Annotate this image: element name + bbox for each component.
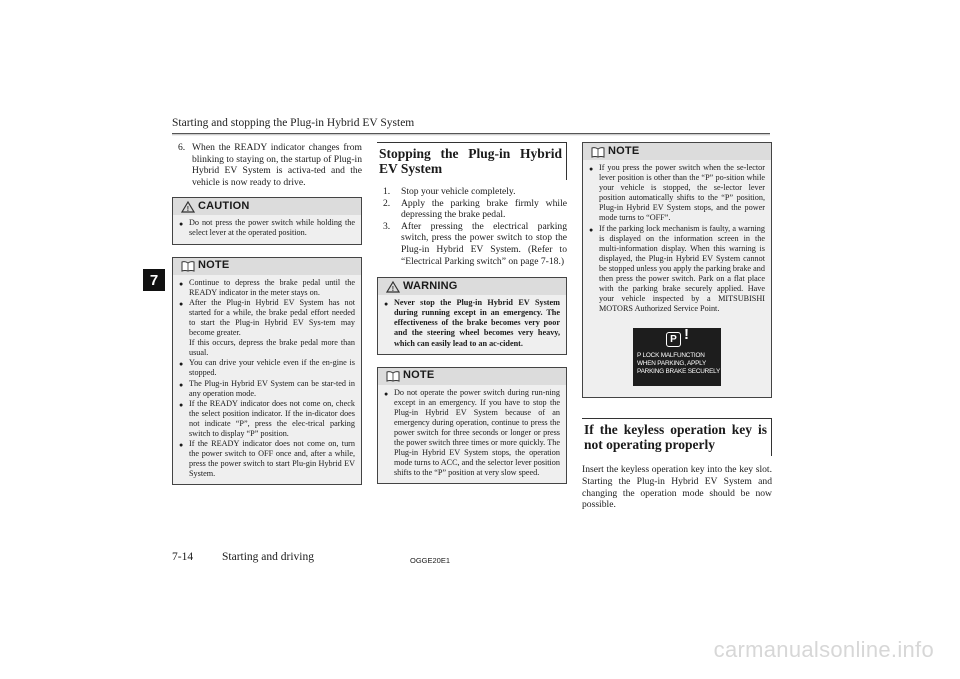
step-6 [178,142,362,188]
warning-body [378,295,566,353]
note-box [172,257,362,486]
column-1 [172,142,362,485]
bullet-text: If this occurs, depress the brake pedal more than usual. [189,338,355,358]
step-number: 3. [383,220,391,232]
column-3 [582,142,772,511]
note-body [378,385,566,484]
note-header [173,258,361,275]
note-label: NOTE [403,369,435,382]
steps-list [377,186,567,267]
step-text: Stop your vehicle completely. [401,186,516,197]
display-line: PARKING BRAKE SECURELY [637,368,721,376]
bullet-icon: ● [179,360,184,369]
bullet-text: If the READY indicator does not come on, check the select position indicator. If the in-dicator does not indicate “P”, press the elec-trical parking switch to display “P” position. [189,398,355,438]
list-item [179,338,355,358]
step-number: 2. [383,197,391,209]
warning-box [377,277,567,354]
note-book-icon [591,146,605,158]
column-2 [377,142,567,484]
caution-header [173,198,361,215]
section-heading: Stopping the Plug-in Hybrid EV System [377,142,567,180]
chapter-tab: 7 [143,269,165,291]
paragraph: Insert the keyless operation key into the key slot. Starting the Plug-in Hybrid EV System and changing the operation mode should be now possible. [582,464,772,511]
note-body [583,160,771,397]
note-label: NOTE [608,144,640,157]
bullet-text: Do not operate the power switch during run-ning except in an emergency. If you have to stop the Plug-in Hybrid EV System because of an emergency during operation, continue to press the power switch for three seconds or longer or press the power switch three times or more quickly. The Plug-in Hybrid EV System stops, the operation mode turns to ACC, and the selector lever position shifts to the “P” position at very slow speed. [394,387,560,478]
footer-section-title: Starting and driving [222,551,314,563]
bullet-icon: ● [179,441,184,450]
title-shadow [172,134,770,136]
list-item [384,298,560,348]
caution-body [173,215,361,243]
note-box [582,142,772,398]
bullet-icon: ● [589,225,594,234]
bullet-text: You can drive your vehicle even if the en-gine is stopped. [189,358,355,378]
bullet-text: The Plug-in Hybrid EV System can be star-ted in any operation mode. [189,378,355,398]
list-item [383,186,567,198]
note-label: NOTE [198,259,230,272]
watermark: carmanualsonline.info [713,637,934,662]
note-header [378,368,566,385]
page-title: Starting and stopping the Plug-in Hybrid EV System [172,117,415,129]
caution-box [172,197,362,244]
step-number: 1. [383,186,391,197]
bullet-icon: ● [179,380,184,389]
bullet-text: If the parking lock mechanism is faulty, a warning is displayed on the information screen in the multi-information display. When this warning is displayed, the Plug-in Hybrid EV System cannot be stopped unless you apply the parking brake and then press the power switch. Park on a flat place with the parking brake securely applied. Have your vehicle inspected by a MITSUBISHI MOTORS Authorized Service Point. [599,223,765,314]
bullet-icon: ● [179,299,184,308]
list-item [179,358,355,378]
list-item [383,198,567,221]
step-text: When the READY indicator changes from blinking to staying on, the startup of Plug-in Hybrid EV System is activa-ted and the vehicle is now ready to drive. [192,142,363,188]
document-code: OGGE20E1 [410,556,451,565]
bullet-icon: ● [179,400,184,409]
bullet-text: Never stop the Plug-in Hybrid EV System during running except in an emergency. The effectiveness of the brake becomes very poor and the steering wheel becomes very heavy, which can easily lead to an ac-cident. [394,298,560,348]
bullet-icon: ● [589,165,594,173]
exclamation-icon: ! [684,326,689,344]
list-item [589,224,765,315]
bullet-icon: ● [384,389,389,398]
page-number: 7-14 [172,551,194,563]
list-item [179,298,355,338]
note-book-icon [386,370,400,382]
list-item [384,388,560,479]
p-lock-malfunction-display [633,328,721,386]
display-line: WHEN PARKING, APPLY [637,360,707,368]
step-number: 6. [178,142,186,153]
parking-p-icon: P [666,332,681,347]
list-item [383,221,567,267]
list-item [589,163,765,224]
bullet-text: Do not press the power switch while holding the select lever at the operated position. [189,218,355,238]
svg-text:!: ! [391,285,395,293]
section-heading: If the keyless operation key is not operating properly [582,418,772,456]
step-text: After pressing the electrical parking switch, press the power switch to stop the Plug-in Hybrid EV System. (Refer to “Electrical Parking switch” on page 7-18.) [401,220,567,267]
caution-label: CAUTION [198,200,250,213]
list-item [179,379,355,399]
list-item [179,439,355,479]
display-line: P LOCK MALFUNCTION [637,352,705,360]
list-item [179,218,355,238]
list-item [179,278,355,298]
warning-header [378,278,566,295]
bullet-icon: ● [179,279,184,288]
list-item [179,399,355,439]
caution-triangle-icon [181,201,195,213]
display-message [637,352,720,376]
note-body [173,275,361,485]
step-text: Apply the parking brake firmly while depressing the brake pedal. [401,197,567,221]
note-box [377,367,567,485]
warning-label: WARNING [403,279,458,292]
warning-triangle-icon [386,281,400,293]
bullet-text: After the Plug-in Hybrid EV System has not started for a while, the brake pedal effort needed to start the Plug-in Hybrid EV Sys-tem may become greater. [189,297,355,338]
bullet-icon: ● [179,220,184,229]
note-book-icon [181,260,195,272]
bullet-text: If the READY indicator does not come on, turn the power switch to OFF once and, after a while, press the power switch to start Plu-gin Hybrid EV System. [189,439,355,479]
bullet-text: Continue to depress the brake pedal until the READY indicator in the meter stays on. [189,277,355,297]
svg-text:!: ! [186,205,190,213]
bullet-icon: ● [384,300,389,309]
bullet-text: If you press the power switch when the se-lector lever position is other than the “P” po-sition while your vehicle is stopped, the se-lector lever position automatically shifts to the “P” position, Plug-in Hybrid EV System stops, and the power mode turns to “OFF”. [599,163,765,223]
note-header [583,143,771,160]
